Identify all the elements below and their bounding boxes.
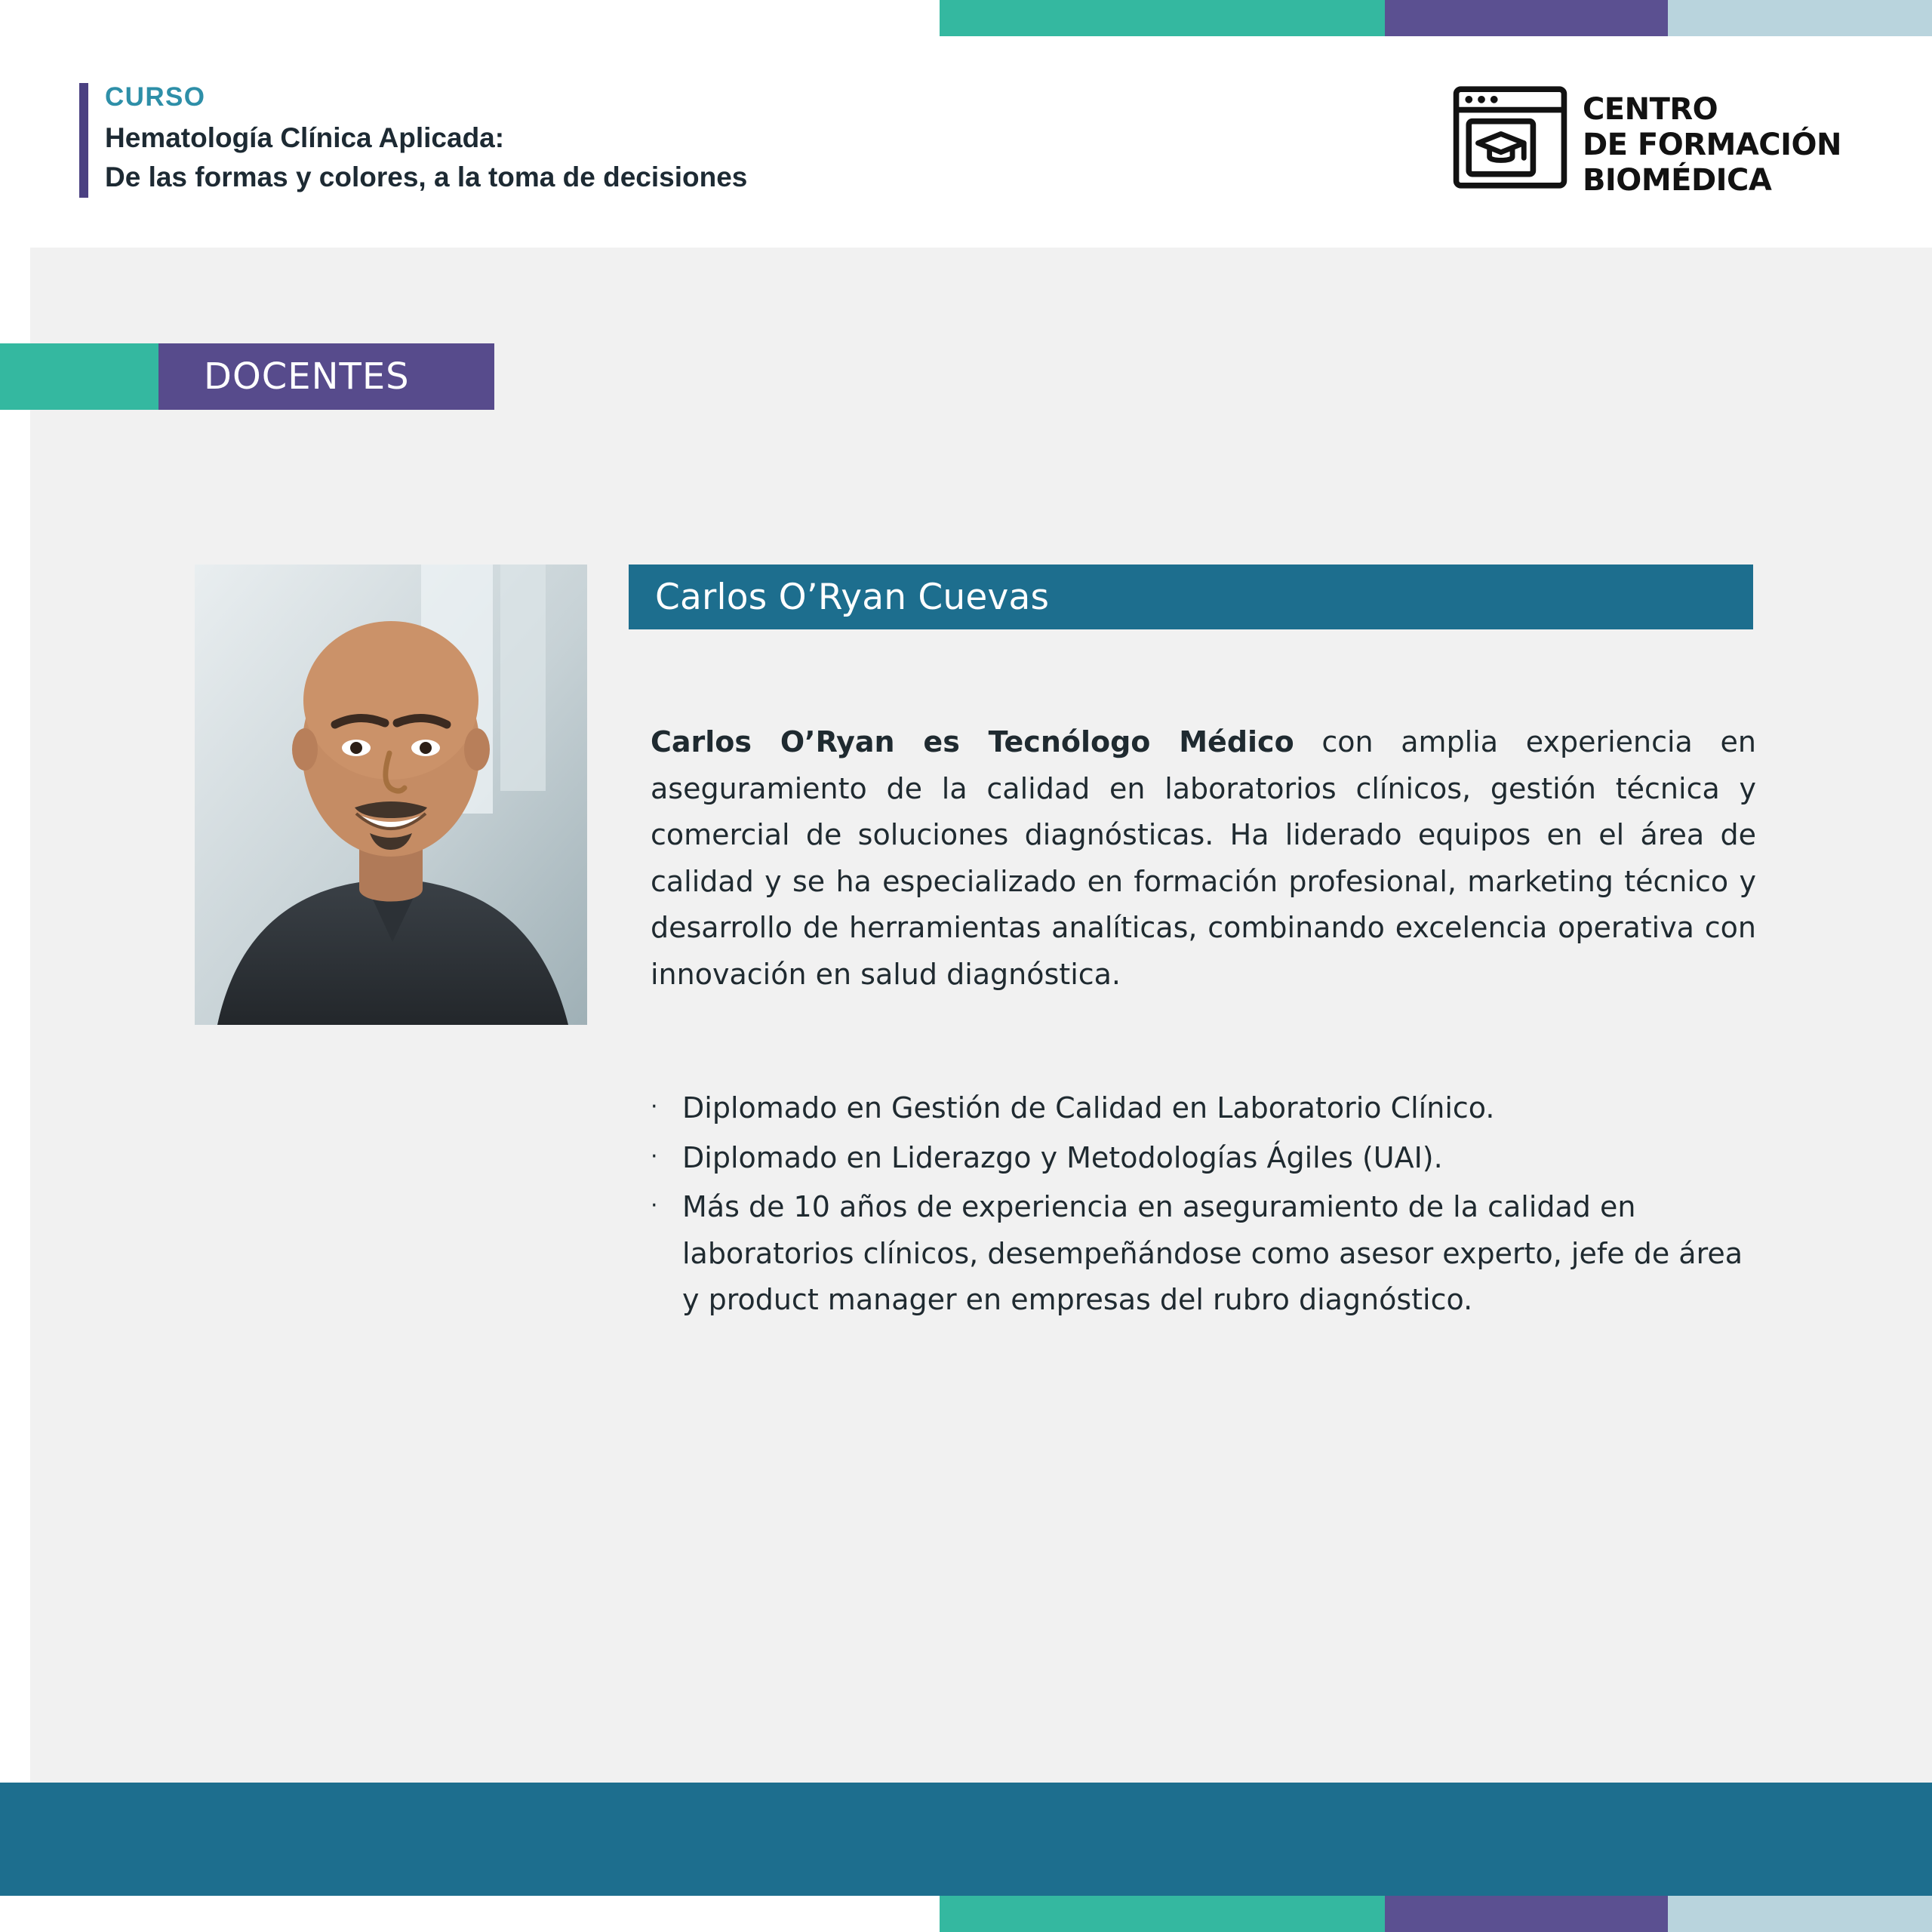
brand-line-1: CENTRO [1582, 92, 1718, 127]
accent-segment-white [0, 0, 940, 36]
page-header [0, 36, 1932, 248]
section-band-purple-block [158, 343, 494, 410]
footer-segment-lightblue [1668, 1896, 1932, 1932]
bullet-icon: · [651, 1143, 658, 1170]
top-accent-bar [0, 0, 1932, 36]
list-item-text: Diplomado en Gestión de Calidad en Laboratorio Clínico. [682, 1091, 1495, 1124]
list-item-text: Diplomado en Liderazgo y Metodologías Ágiles (UAI). [682, 1140, 1443, 1174]
section-band-label: DOCENTES [204, 355, 410, 398]
brand-line-3: BIOMÉDICA [1582, 163, 1772, 198]
instructor-photo [195, 565, 587, 1025]
course-title-line-1: Hematología Clínica Aplicada: [105, 122, 505, 153]
instructor-bio [651, 719, 1756, 998]
browser-window-graduation-cap-icon [1453, 80, 1567, 195]
brand-logo [1453, 80, 1841, 199]
left-white-margin [0, 36, 30, 1783]
instructor-credentials-list [651, 1085, 1760, 1327]
instructor-name-bar [629, 565, 1753, 629]
accent-segment-purple [1385, 0, 1668, 36]
course-title-line-2: De las formas y colores, a la toma de decisiones [105, 162, 748, 193]
bullet-icon: · [651, 1192, 658, 1220]
brand-logo-text [1583, 80, 1841, 199]
title-accent-rule [79, 83, 88, 198]
footer-segment-white [0, 1896, 940, 1932]
list-item-text: Más de 10 años de experiencia en aseguramiento de la calidad en laboratorios clínicos, desempeñándose como asesor experto, jefe de área y product manager en empresas del rubro diagnóstico. [682, 1190, 1743, 1317]
footer-segment-purple [1385, 1896, 1668, 1932]
list-item [651, 1085, 1760, 1132]
footer-segment-teal [940, 1896, 1385, 1932]
accent-segment-teal [940, 0, 1385, 36]
footer-block [0, 1783, 1932, 1896]
list-item [651, 1184, 1760, 1324]
list-item [651, 1135, 1760, 1182]
brand-line-2: DE FORMACIÓN [1582, 128, 1841, 163]
section-band-teal-block [0, 343, 158, 410]
instructor-bio-lead: Carlos O’Ryan es Tecnólogo Médico [651, 725, 1294, 758]
section-band [0, 343, 494, 410]
instructor-bio-rest: con amplia experiencia en aseguramiento de la calidad en laboratorios clínicos, gestión técnica y comercial de soluciones diagnósticas. Ha liderado equipos en el área de calidad y se ha especializado en formación profesional, marketing técnico y desarrollo de herramientas analíticas, combinando excelencia operativa con innovación en salud diagnóstica. [651, 725, 1756, 991]
bottom-accent-bar [0, 1896, 1932, 1932]
bullet-icon: · [651, 1094, 658, 1120]
course-title-block [79, 83, 747, 198]
instructor-name: Carlos O’Ryan Cuevas [655, 576, 1050, 618]
course-kicker: CURSO [105, 82, 206, 112]
accent-segment-lightblue [1668, 0, 1932, 36]
